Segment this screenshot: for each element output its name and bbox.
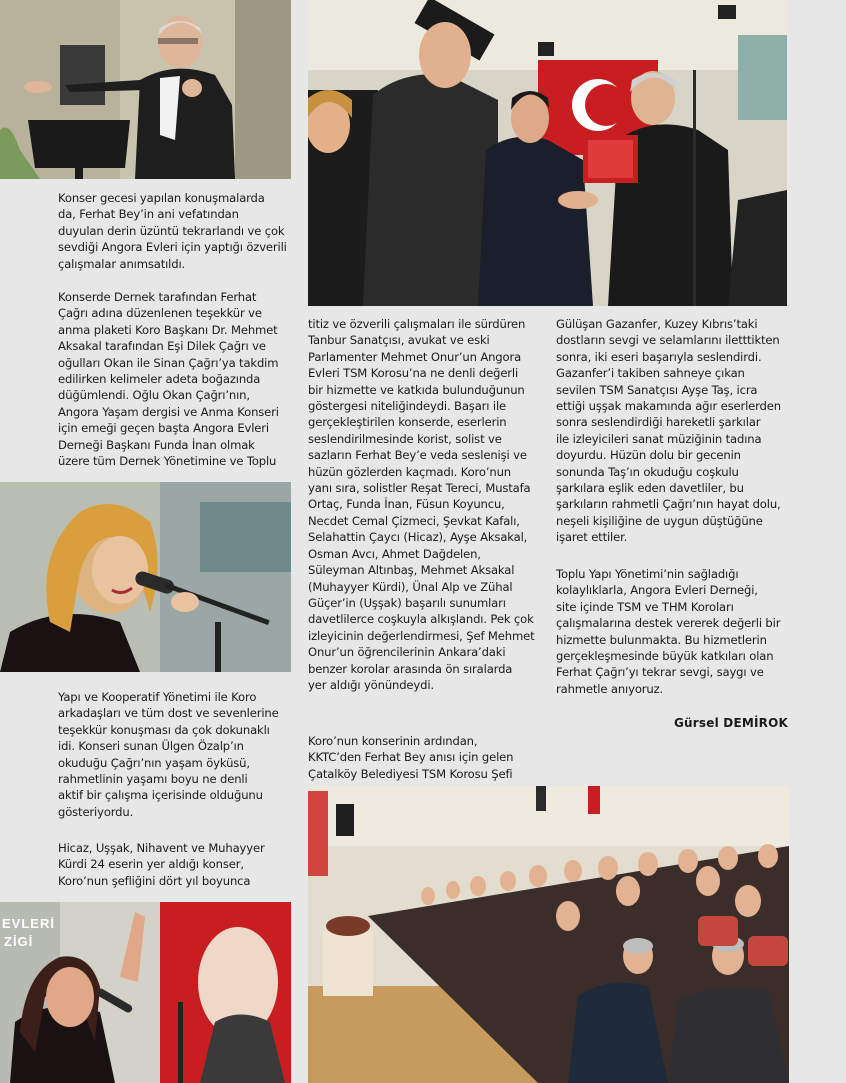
article-col3-paragraph-1: Gülüşan Gazanfer, Kuzey Kıbrıs’taki dostların sevgi ve selamlarını iletttikten sonra, iki eseri başarıyla seslendirdi. Gazanfer’i takiben sahneye çıkan sevilen TSM Sanatçısı Ayşe Taş, icra ettiği uşşak makamında ağır eserlerden sonra seslendirdiği hareketli şarkılar ile izleyicileri sanat müziğinin tadına doyurdu. Hüzün dolu bir gecenin sonunda Taş’ın okuduğu coşkulu şarkılara eşlik eden davetliler, bu şarkıların rahmetli Çağrı’nın hayat dolu, neşeli kişiliğine de uygun düştüğüne işaret ettiler. <box>556 317 781 545</box>
article-col2-paragraph-1: titiz ve özverili çalışmaları ile sürdüren Tanbur Sanatçısı, avukat ve eski Parlamenter Mehmet Onur’un Angora Evleri TSM Korosu’na ne denli değerli bir hizmette ve katkıda bulunduğunun göstergesi niteliğindeydi. Başarı ile gerçekleştirilen konserde, eserlerin seslendirilmesinde korist, solist ve sazların Ferhat Bey’e veda seslenişi ve hüzün gözlerden kaçmadı. Koro’nun yanı sıra, solistler Reşat Tereci, Mustafa Ortaç, Funda İnan, Füsun Koyuncu, Necdet Cemal Çizmeci, Şevkat Kafalı, Selahattin Çaycı (Hicaz), Ayşe Aksakal, Osman Avcı, Ahmet Dağdelen, Süleyman Altınbaş, Mehmet Aksakal (Muhayyer Kürdi), Ünal Alp ve Zühal Güçer’in (Uşşak) başarılı sunumları davetlilerce coşkuyla alkışlandı. Pek çok izleyicinin değerlendirmesi, Şef Mehmet Onur’un öğrencilerinin Ankara’daki benzer korolar arasında ön sıralarda yer aldığı yönündeydi. <box>308 317 535 692</box>
article-col2-paragraph-2: Koro’nun konserinin ardından, KKTC’den Ferhat Bey anısı için gelen Çatalköy Belediyesi TSM Korosu Şefi <box>308 734 514 781</box>
article-col1-paragraph-4: Hicaz, Uşşak, Nihavent ve Muhayyer Kürdi 24 eserin yer aldığı konser, Koro’nun şefliğini dört yıl boyunca <box>58 841 265 888</box>
article-col1-paragraph-1: Konser gecesi yapılan konuşmalarda da, Ferhat Bey’in ani vefatından duyulan derin üzüntü tekrarlandı ve çok sevdiği Angora Evleri için yaptığı özverili çalışmalar anımsatıldı. <box>58 191 287 271</box>
conductor-photo <box>0 0 291 179</box>
plaque-ceremony-photo <box>308 0 787 306</box>
article-col3-paragraph-2: Toplu Yapı Yönetimi’nin sağladığı kolaylıklarla, Angora Evleri Derneği, site içinde TSM ve THM Koroları çalışmalarına destek vererek değerli bir hizmette bulunmakta. Bu hizmetlerin gerçekleşmesinde büyük katkıları olan Ferhat Çağrı’yı tekrar sevgi, saygı ve rahmetle anıyoruz. <box>556 567 781 696</box>
female-singer-photo <box>0 482 291 672</box>
banner-text-evleri: EVLERİ <box>2 916 55 931</box>
audience-applause-photo <box>308 786 789 1083</box>
female-singer-raised-hand-photo <box>0 902 291 1083</box>
article-col1-paragraph-2: Konserde Dernek tarafından Ferhat Çağrı adına düzenlenen teşekkür ve anma plaketi Koro Başkanı Dr. Mehmet Aksakal tarafından Eşi Dilek Çağrı ve oğulları Okan ile Sinan Çağrı’ya takdim edilirken kelimeler adeta boğazında düğümlendi. Oğlu Okan Çağrı’nın, Angora Yaşam dergisi ve Anma Konseri için emeği geçen başta Angora Evleri Derneği Başkanı Funda İnan olmak üzere tüm Dernek Yönetimine ve Toplu <box>58 290 279 469</box>
author-signature: Gürsel DEMİROK <box>674 716 788 730</box>
article-col1-paragraph-3: Yapı ve Kooperatif Yönetimi ile Koro arkadaşları ve tüm dost ve sevenlerine teşekkür konuşması da çok dokunaklı idi. Konseri sunan Ülgen Özalp’ın okuduğu Çağrı’nın yaşam öyküsü, rahmetlinin yaşamı boyu ne denli aktif bir çalışma içerisinde olduğunu gösteriyordu. <box>58 690 279 819</box>
banner-text-zigi: ZİGİ <box>4 934 34 949</box>
